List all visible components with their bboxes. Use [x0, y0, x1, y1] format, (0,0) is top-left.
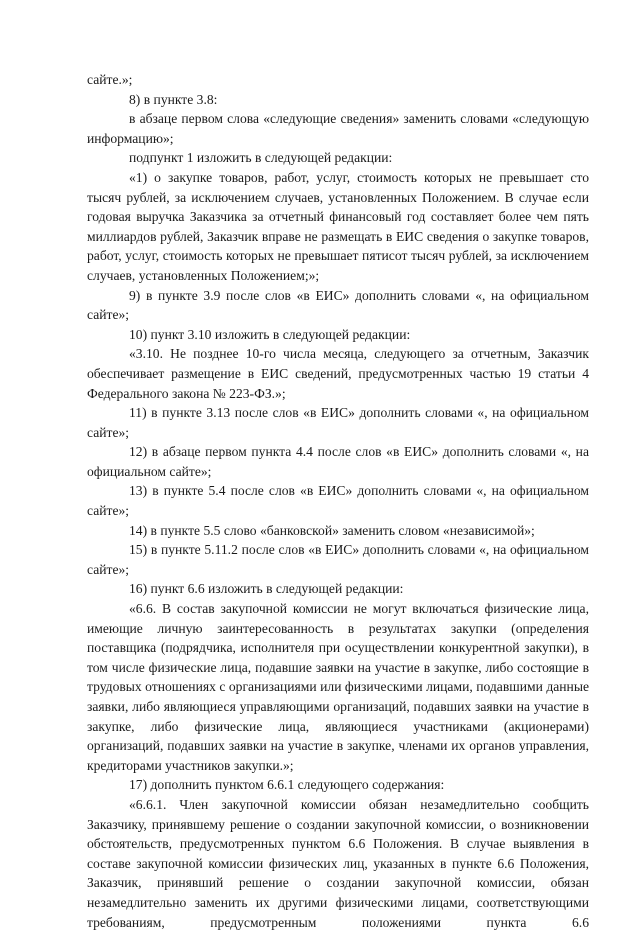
paragraph-quote-3-10: «3.10. Не позднее 10-го числа месяца, следующего за отчетным, Заказчик обеспечивает размещение в ЕИС сведений, предусмотренных частью 19 статьи 4 Федерального закона № 223-ФЗ.»;: [87, 346, 589, 401]
paragraph-item-8: 8) в пункте 3.8:: [129, 91, 218, 107]
paragraph-item-16: 16) пункт 6.6 изложить в следующей редакции:: [129, 581, 404, 597]
paragraph-item-17: 17) дополнить пунктом 6.6.1 следующего содержания:: [129, 777, 445, 793]
paragraph-item-8-a: в абзаце первом слова «следующие сведения» заменить словами «следующую информацию»;: [87, 111, 589, 146]
paragraph-item-10: 10) пункт 3.10 изложить в следующей редакции:: [129, 326, 411, 342]
paragraph-item-9: 9) в пункте 3.9 после слов «в ЕИС» дополнить словами «, на официальном сайте»;: [87, 287, 589, 323]
paragraph-quote-1: «1) о закупке товаров, работ, услуг, стоимость которых не превышает сто тысяч рублей, за исключением случаев, установленных Положением. В случае если годовая выручка Заказчика за отчетный финансовый год составляет более чем пять миллиардов рублей, Заказчик вправе не размещать в ЕИС сведения о закупке товаров, работ, услуг, стоимость которых не превышает пятисот тысяч рублей, за исключением случаев, установленных Положением;»;: [87, 169, 589, 283]
paragraph-quote-6-6-1: «6.6.1. Член закупочной комиссии обязан незамедлительно сообщить Заказчику, принявшему решение о создании закупочной комиссии, о возникновении обстоятельств, предусмотренных пунктом 6.6 Положения. В случае выявления в составе закупочной комиссии физических лиц, указанных в пункте 6.6 Положения, Заказчик, принявший решение о создании закупочной комиссии, обязан незамедлительно заменить их другими физическими лицами, соответствующими требованиям, предусмотренным положениями пункта 6.6: [87, 796, 589, 930]
paragraph-item-12: 12) в абзаце первом пункта 4.4 после слов «в ЕИС» дополнить словами «, на официальном сайте»;: [87, 444, 589, 479]
document-page: [87, 70, 589, 932]
paragraph-item-13: 13) в пункте 5.4 после слов «в ЕИС» дополнить словами «, на официальном сайте»;: [87, 483, 589, 519]
paragraph-quote-6-6: «6.6. В состав закупочной комиссии не могут включаться физические лица, имеющие личную заинтересованность в результатах закупки (определения поставщика (подрядчика, исполнителя при осуществлении конкурентной закупки), в том числе физические лица, подавшие заявки на участие в закупке, либо состоящие в трудовых отношениях с организациями или физическими лицами, подавшими данные заявки, либо являющиеся управляющими организаций, подавших заявки на участие в закупке, либо физические лица, являющиеся участниками (акционерами) организаций, подавших заявки на участие в закупке, членами их органов управления, кредиторами участников закупки.»;: [87, 601, 589, 773]
paragraph-continuation: сайте.»;: [87, 72, 133, 87]
paragraph-item-15: 15) в пункте 5.11.2 после слов «в ЕИС» дополнить словами «, на официальном сайте»;: [87, 542, 589, 577]
paragraph-item-14: 14) в пункте 5.5 слово «банковской» заменить словом «независимой»;: [129, 522, 535, 538]
paragraph-item-8-b: подпункт 1 изложить в следующей редакции:: [129, 150, 393, 166]
paragraph-item-11: 11) в пункте 3.13 после слов «в ЕИС» дополнить словами «, на официальном сайте»;: [87, 405, 589, 440]
